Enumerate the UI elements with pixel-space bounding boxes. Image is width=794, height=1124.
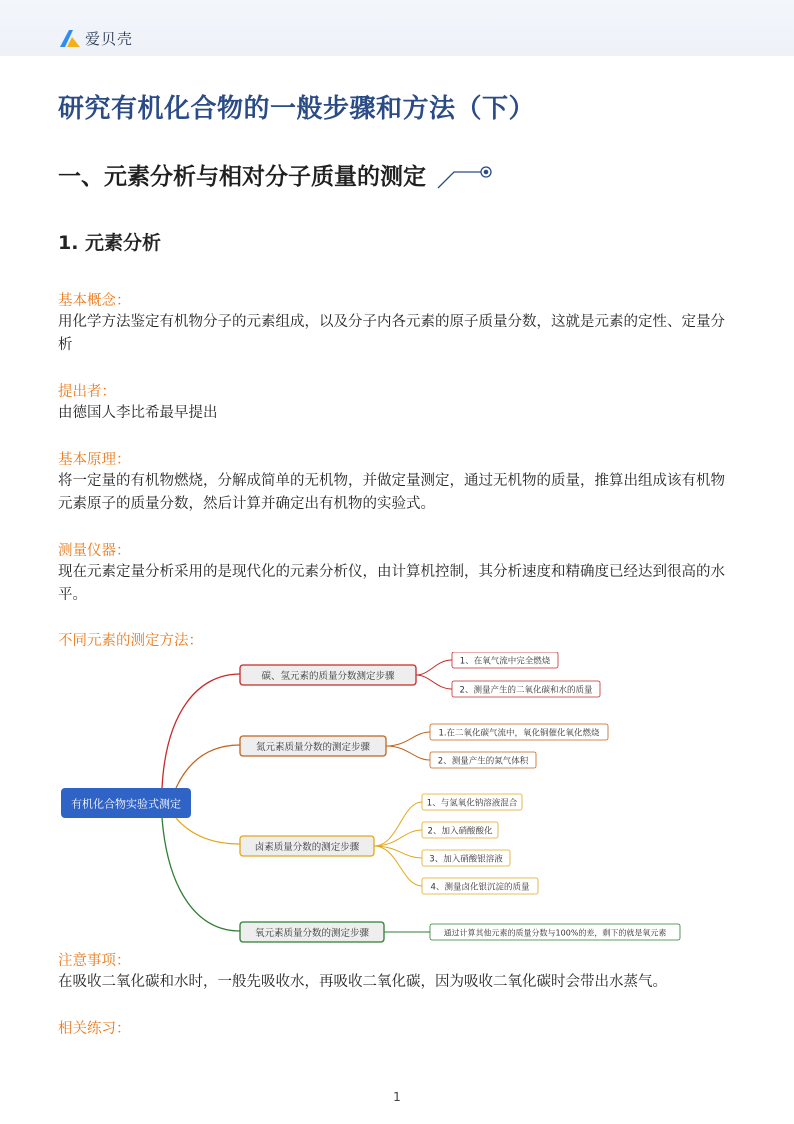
branch-2-label: 氮元素质量分数的测定步骤 — [255, 742, 371, 753]
principle-label: 基本原理： — [58, 452, 131, 468]
notice-label: 注意事项： — [58, 953, 131, 969]
branch-3-label: 卤素质量分数的测定步骤 — [254, 842, 360, 853]
branch-1-child-2: 2、测量产生的二氧化碳和水的质量 — [459, 685, 593, 696]
logo-text: 爱贝壳 — [85, 29, 134, 48]
branch-1-link-1 — [416, 660, 452, 675]
concept-text: 用化学方法鉴定有机物分子的元素组成，以及分子内各元素的原子质量分数，这就是元素的定性、定量分析 — [58, 314, 725, 353]
instrument-label: 测量仪器： — [58, 543, 131, 559]
mindmap-branch-4 — [240, 922, 680, 942]
connector-branch-1 — [162, 674, 240, 788]
branch-4-child-1: 通过计算其他元素的质量分数与100%的差，剩下的就是氧元素 — [443, 928, 667, 938]
branch-2-child-2: 2、测量产生的氮气体积 — [437, 756, 529, 767]
mindmap-root — [61, 788, 191, 818]
instrument-text: 现在元素定量分析采用的是现代化的元素分析仪，由计算机控制，其分析速度和精确度已经达到很高的水平。 — [58, 564, 725, 603]
section-heading: 一、元素分析与相对分子质量的测定 — [58, 164, 426, 190]
mindmap-diagram — [58, 652, 698, 947]
logo — [58, 26, 133, 50]
connector-branch-3 — [176, 818, 240, 844]
mindmap-branch-2 — [240, 724, 608, 768]
principle-text: 将一定量的有机物燃烧，分解成简单的无机物，并做定量测定，通过无机物的质量，推算出组成该有机物元素原子的质量分数，然后计算并确定出有机物的实验式。 — [58, 473, 725, 512]
methods-label: 不同元素的测定方法： — [58, 633, 203, 649]
branch-3-child-1: 1、与氢氧化钠溶液混合 — [426, 798, 518, 809]
branch-4-label: 氧元素质量分数的测定步骤 — [254, 928, 370, 939]
notice-text: 在吸收二氧化碳和水时，一般先吸收水，再吸收二氧化碳，因为吸收二氧化碳时会带出水蒸气。 — [58, 974, 667, 990]
branch-3-link-4 — [374, 846, 422, 886]
connector-branch-4 — [162, 818, 240, 931]
proposer-text: 由德国人李比希最早提出 — [58, 405, 218, 421]
branch-3-link-2 — [374, 830, 422, 846]
branch-1-label: 碳、氢元素的质量分数测定步骤 — [261, 671, 395, 682]
heading-decoration — [436, 162, 496, 192]
subsection-heading: 1. 元素分析 — [58, 232, 162, 254]
branch-2-link-1 — [386, 732, 430, 746]
branch-3-child-4: 4、测量卤化银沉淀的质量 — [430, 882, 530, 893]
branch-3-child-3: 3、加入硝酸银溶液 — [429, 854, 503, 865]
practice-label: 相关练习： — [58, 1021, 131, 1037]
document-title: 研究有机化合物的一般步骤和方法（下） — [58, 94, 536, 124]
proposer-label: 提出者： — [58, 384, 116, 400]
logo-icon — [58, 28, 82, 48]
connector-branch-2 — [176, 745, 240, 788]
page-number: 1 — [393, 1090, 401, 1104]
branch-2-link-2 — [386, 746, 430, 760]
branch-2-child-1: 1.在二氧化碳气流中，氧化铜催化氧化燃烧 — [438, 728, 600, 739]
mindmap-branch-1 — [240, 652, 600, 697]
mindmap-root-text: 有机化合物实验式测定 — [71, 797, 181, 811]
concept-label: 基本概念： — [58, 293, 131, 309]
mindmap-branch-3 — [240, 794, 538, 894]
branch-1-child-1: 1、在氧气流中完全燃烧 — [459, 656, 551, 667]
branch-3-child-2: 2、加入硝酸酸化 — [427, 826, 493, 837]
branch-1-link-2 — [416, 675, 452, 689]
